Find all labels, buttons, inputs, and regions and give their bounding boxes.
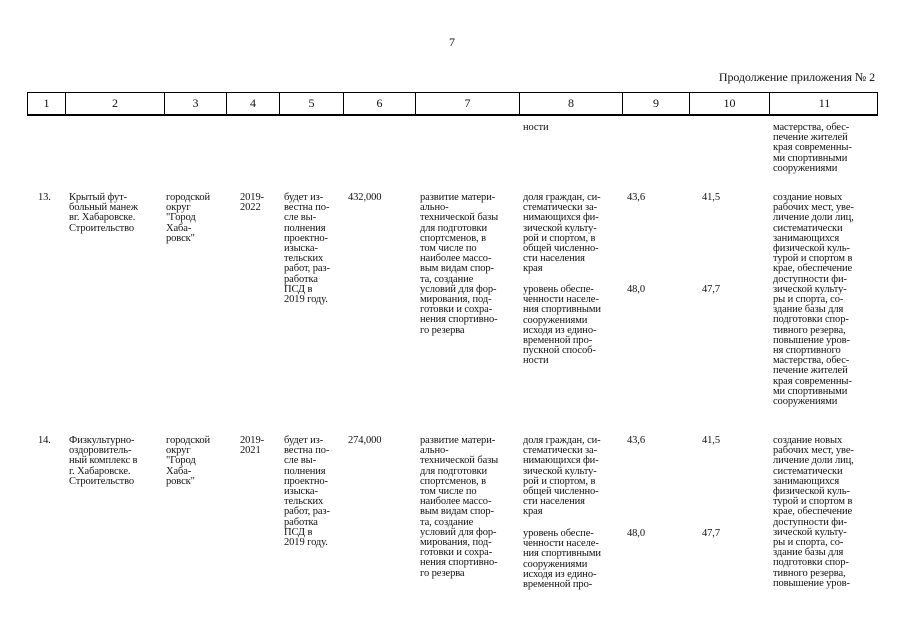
text-line: городской bbox=[166, 435, 211, 446]
header-col-9: 9 bbox=[622, 93, 689, 114]
effect bbox=[773, 193, 854, 407]
text-line: временной про- bbox=[523, 335, 593, 347]
goal bbox=[420, 436, 498, 579]
text-line: ровск" bbox=[166, 232, 195, 244]
text-line: ности bbox=[523, 122, 549, 133]
row-number: 14. bbox=[38, 435, 51, 446]
text-line: сле вы- bbox=[284, 455, 316, 467]
carryover-effect bbox=[773, 123, 852, 174]
text-line: "Город bbox=[166, 455, 196, 467]
text-line: доля граждан, си- bbox=[523, 435, 601, 446]
text-line: здание базы для bbox=[773, 304, 844, 316]
text-line: спортсменов, в bbox=[420, 475, 486, 487]
text-line: вым видам спор- bbox=[420, 263, 494, 275]
text-line: ми спортивными bbox=[773, 152, 848, 164]
cost: 432,000 bbox=[348, 192, 382, 203]
text-line: наиболее массо- bbox=[420, 253, 492, 265]
cost: 274,000 bbox=[348, 435, 382, 446]
header-col-4: 4 bbox=[226, 93, 279, 114]
text-line: повышение уров- bbox=[773, 577, 850, 589]
text-line: та, создание bbox=[420, 516, 474, 528]
text-line: уровень обеспе- bbox=[523, 284, 594, 295]
text-line: вым видам спор- bbox=[420, 506, 494, 518]
text-line: округ bbox=[166, 445, 191, 457]
header-col-10: 10 bbox=[689, 93, 769, 114]
text-line: 2019 году. bbox=[284, 537, 328, 549]
text-line: стематически за- bbox=[523, 445, 597, 457]
text-line: Хаба- bbox=[166, 465, 192, 477]
text-line: развитие матери- bbox=[420, 192, 496, 203]
text-line: сооружениями bbox=[773, 396, 838, 408]
text-line: мастерства, обес- bbox=[773, 122, 850, 133]
text-line: 2021 bbox=[240, 445, 261, 457]
text-line: нимающихся фи- bbox=[523, 212, 599, 224]
header-col-1: 1 bbox=[43, 96, 50, 110]
text-line: готовки и сохра- bbox=[420, 304, 493, 316]
text-line: будет из- bbox=[284, 192, 324, 203]
text-line: вг. Хабаровске. bbox=[69, 212, 136, 224]
text-line: крае, обеспечение bbox=[773, 263, 853, 275]
header-col-5: 5 bbox=[279, 93, 343, 114]
text-line: ры и спорта, со- bbox=[773, 537, 844, 549]
text-line: печение жителей bbox=[773, 365, 848, 377]
header-col-11: 11 bbox=[769, 93, 879, 114]
text-line: ный комплекс в bbox=[69, 455, 138, 467]
text-line: сти населения bbox=[523, 496, 585, 508]
text-line: том числе по bbox=[420, 243, 477, 255]
text-line: здание базы для bbox=[773, 547, 844, 559]
text-line: полнения bbox=[284, 465, 326, 477]
text-line: 2019 году. bbox=[284, 294, 328, 306]
header-col-6: 6 bbox=[343, 93, 415, 114]
text-line: крае, обеспечение bbox=[773, 506, 853, 518]
years bbox=[240, 436, 264, 456]
text-line: работ, раз- bbox=[284, 263, 330, 275]
text-line: общей численно- bbox=[523, 243, 599, 255]
text-line: нения спортивно- bbox=[420, 557, 498, 569]
text-line: "Город bbox=[166, 212, 196, 224]
text-line: рой и спортом, в bbox=[523, 475, 596, 487]
text-line: ми спортивными bbox=[773, 385, 848, 397]
psd-status bbox=[284, 193, 330, 305]
text-line: личение доли лиц, bbox=[773, 455, 854, 467]
text-line: развитие матери- bbox=[420, 435, 496, 446]
location bbox=[166, 193, 210, 244]
text-line: зической культу- bbox=[523, 465, 597, 477]
text-line: ния спортивными bbox=[523, 304, 601, 316]
table-header bbox=[27, 92, 878, 116]
text-line: исходя из едино- bbox=[523, 568, 597, 580]
text-line: тивного резерва, bbox=[773, 567, 846, 579]
text-line: для подготовки bbox=[420, 465, 488, 477]
text-line: ня спортивного bbox=[773, 345, 841, 357]
text-line: подготовки спор- bbox=[773, 557, 849, 569]
text-line: наиболее массо- bbox=[420, 496, 492, 508]
text-line: зической культу- bbox=[773, 526, 847, 538]
text-line: создание новых bbox=[773, 192, 843, 203]
indicator-1 bbox=[523, 193, 601, 275]
text-line: том числе по bbox=[420, 486, 477, 498]
text-line: ПСД в bbox=[284, 526, 313, 538]
text-line: физической куль- bbox=[773, 243, 850, 255]
text-line: Строительство bbox=[69, 475, 135, 487]
text-line: работ, раз- bbox=[284, 506, 330, 518]
location bbox=[166, 436, 210, 487]
text-line: спортсменов, в bbox=[420, 232, 486, 244]
value-col9-b: 48,0 bbox=[627, 528, 645, 539]
text-line: края современны- bbox=[773, 375, 852, 387]
text-line: турой и спортом в bbox=[773, 253, 853, 265]
text-line: края современны- bbox=[773, 142, 852, 154]
header-col-2: 2 bbox=[65, 93, 164, 114]
text-line: турой и спортом в bbox=[773, 496, 853, 508]
text-line: проектно- bbox=[284, 232, 328, 244]
text-line: тельских bbox=[284, 253, 324, 265]
value-col9-a: 43,6 bbox=[627, 192, 645, 203]
text-line: зической культу- bbox=[773, 283, 847, 295]
text-line: г. Хабаровске. bbox=[69, 465, 131, 477]
carryover-indicator bbox=[523, 123, 549, 133]
text-line: зической культу- bbox=[523, 222, 597, 234]
text-line: повышение уров- bbox=[773, 334, 850, 346]
text-line: проектно- bbox=[284, 475, 328, 487]
text-line: печение жителей bbox=[773, 132, 848, 144]
text-line: готовки и сохра- bbox=[420, 547, 493, 559]
text-line: та, создание bbox=[420, 273, 474, 285]
header-col-8: 8 bbox=[519, 93, 622, 114]
text-line: работка bbox=[284, 273, 318, 285]
value-col10-b: 47,7 bbox=[702, 528, 720, 539]
text-line: полнения bbox=[284, 222, 326, 234]
text-line: ченности населе- bbox=[523, 294, 599, 306]
continuation-title: Продолжение приложения № 2 bbox=[718, 70, 875, 84]
text-line: Строительство bbox=[69, 222, 135, 234]
text-line: мирования, под- bbox=[420, 537, 492, 549]
text-line: 2022 bbox=[240, 202, 261, 214]
text-line: систематически bbox=[773, 465, 843, 477]
text-line: физической куль- bbox=[773, 486, 850, 498]
text-line: занимающихся bbox=[773, 475, 840, 487]
text-line: ченности населе- bbox=[523, 538, 599, 550]
value-col9-b: 48,0 bbox=[627, 284, 645, 295]
text-line: края bbox=[523, 263, 543, 275]
page-number: 7 bbox=[449, 35, 455, 49]
value-col9-a: 43,6 bbox=[627, 435, 645, 446]
text-line: тельских bbox=[284, 496, 324, 508]
text-line: доля граждан, си- bbox=[523, 192, 601, 203]
object-name bbox=[69, 193, 138, 234]
text-line: ровск" bbox=[166, 475, 195, 487]
text-line: общей численно- bbox=[523, 486, 599, 498]
text-line: подготовки спор- bbox=[773, 314, 849, 326]
effect bbox=[773, 436, 854, 589]
text-line: ности bbox=[523, 355, 549, 367]
text-line: исходя из едино- bbox=[523, 324, 597, 336]
text-line: рабочих мест, уве- bbox=[773, 202, 854, 214]
text-line: сле вы- bbox=[284, 212, 316, 224]
text-line: будет из- bbox=[284, 435, 324, 446]
text-line: условий для фор- bbox=[420, 283, 497, 295]
text-line: занимающихся bbox=[773, 232, 840, 244]
text-line: мирования, под- bbox=[420, 294, 492, 306]
text-line: ально- bbox=[420, 445, 449, 457]
text-line: городской bbox=[166, 192, 211, 203]
years bbox=[240, 193, 264, 213]
text-line: вестна по- bbox=[284, 202, 330, 214]
value-col10-a: 41,5 bbox=[702, 435, 720, 446]
text-line: для подготовки bbox=[420, 222, 488, 234]
indicator-2 bbox=[523, 529, 601, 590]
text-line: технической базы bbox=[420, 212, 499, 224]
text-line: условий для фор- bbox=[420, 526, 497, 538]
text-line: больный манеж bbox=[69, 202, 138, 214]
text-line: нимающихся фи- bbox=[523, 455, 599, 467]
text-line: доступности фи- bbox=[773, 273, 847, 285]
text-line: стематически за- bbox=[523, 202, 597, 214]
text-line: Физкультурно- bbox=[69, 435, 135, 446]
text-line: систематически bbox=[773, 222, 843, 234]
header-col-7: 7 bbox=[415, 93, 519, 114]
text-line: края bbox=[523, 506, 543, 518]
psd-status bbox=[284, 436, 330, 548]
text-line: рой и спортом, в bbox=[523, 232, 596, 244]
text-line: рабочих мест, уве- bbox=[773, 445, 854, 457]
header-col-3: 3 bbox=[164, 93, 226, 114]
text-line: 2019- bbox=[240, 192, 264, 203]
text-line: личение доли лиц, bbox=[773, 212, 854, 224]
text-line: ры и спорта, со- bbox=[773, 294, 844, 306]
text-line: доступности фи- bbox=[773, 516, 847, 528]
goal bbox=[420, 193, 498, 336]
indicator-2 bbox=[523, 285, 601, 367]
text-line: сти населения bbox=[523, 253, 585, 265]
text-line: го резерва bbox=[420, 567, 465, 579]
object-name bbox=[69, 436, 137, 487]
indicator-1 bbox=[523, 436, 601, 518]
text-line: ально- bbox=[420, 202, 449, 214]
text-line: ПСД в bbox=[284, 283, 313, 295]
row-number: 13. bbox=[38, 192, 51, 203]
text-line: работка bbox=[284, 516, 318, 528]
text-line: сооружениями bbox=[773, 162, 838, 174]
value-col10-b: 47,7 bbox=[702, 284, 720, 295]
text-line: тивного резерва, bbox=[773, 324, 846, 336]
text-line: сооружениями bbox=[523, 558, 588, 570]
text-line: го резерва bbox=[420, 324, 465, 336]
text-line: технической базы bbox=[420, 455, 499, 467]
text-line: создание новых bbox=[773, 435, 843, 446]
text-line: изыска- bbox=[284, 243, 318, 255]
text-line: пускной способ- bbox=[523, 345, 596, 357]
text-line: оздоровитель- bbox=[69, 445, 132, 457]
text-line: временной про- bbox=[523, 579, 593, 591]
text-line: сооружениями bbox=[523, 314, 588, 326]
text-line: уровень обеспе- bbox=[523, 528, 594, 539]
text-line: 2019- bbox=[240, 435, 264, 446]
text-line: округ bbox=[166, 202, 191, 214]
text-line: ния спортивными bbox=[523, 548, 601, 560]
text-line: нения спортивно- bbox=[420, 314, 498, 326]
text-line: изыска- bbox=[284, 486, 318, 498]
text-line: Хаба- bbox=[166, 222, 192, 234]
value-col10-a: 41,5 bbox=[702, 192, 720, 203]
text-line: Крытый фут- bbox=[69, 192, 127, 203]
text-line: вестна по- bbox=[284, 445, 330, 457]
text-line: мастерства, обес- bbox=[773, 355, 850, 367]
